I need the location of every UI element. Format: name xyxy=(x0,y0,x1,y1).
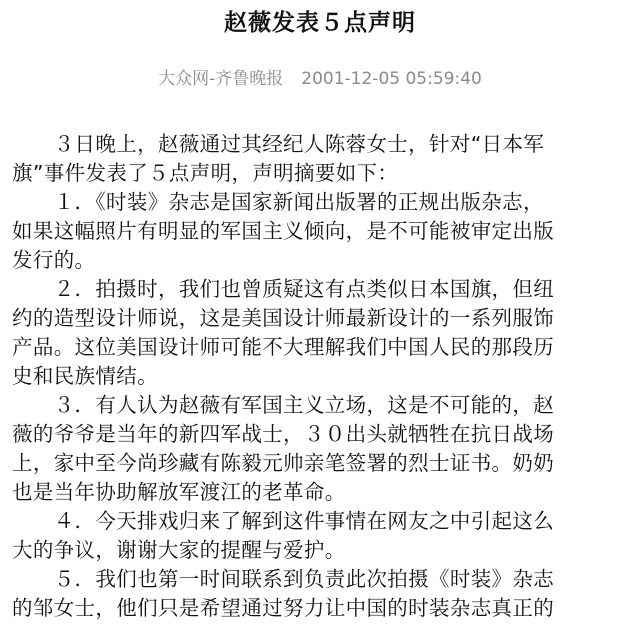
text-line: 如果这幅照片有明显的军国主义倾向，是不可能被审定出版 xyxy=(12,219,555,243)
article-body xyxy=(12,130,638,623)
text-line: 史和民族情结。 xyxy=(12,364,158,388)
article-datetime: 2001-12-05 05:59:40 xyxy=(301,69,482,89)
text-line: ２．拍摄时，我们也曾质疑这有点类似日本国旗，但纽 xyxy=(12,277,555,301)
text-line: 约的造型设计师说，这是美国设计师最新设计的一系列服饰 xyxy=(12,306,555,330)
text-line: ４．今天排戏归来了解到这件事情在网友之中引起这么 xyxy=(12,509,555,533)
article-title: 赵薇发表５点声明 xyxy=(224,10,416,36)
text-line: 产品。这位美国设计师可能不大理解我们中国人民的那段历 xyxy=(12,335,555,359)
text-line: 旗”事件发表了５点声明，声明摘要如下： xyxy=(12,161,399,185)
paragraph-intro xyxy=(12,130,638,188)
text-line: 薇的爷爷是当年的新四军战士，３０出头就牺牲在抗日战场 xyxy=(12,422,555,446)
article-source: 大众网-齐鲁晚报 xyxy=(158,69,284,89)
text-line: 的邹女士，他们只是希望通过努力让中国的时装杂志真正的 xyxy=(12,596,555,620)
paragraph-point-5 xyxy=(12,565,638,623)
text-line: 发行的。 xyxy=(12,248,96,272)
text-line: ３．有人认为赵薇有军国主义立场，这是不可能的，赵 xyxy=(12,393,555,417)
text-line: ５．我们也第一时间联系到负责此次拍摄《时装》杂志 xyxy=(12,567,555,591)
paragraph-point-4 xyxy=(12,507,638,565)
text-line: ３日晚上，赵薇通过其经纪人陈蓉女士，针对“日本军 xyxy=(12,132,545,156)
paragraph-point-3 xyxy=(12,391,638,507)
paragraph-point-1 xyxy=(12,188,638,275)
text-line: 大的争议，谢谢大家的提醒与爱护。 xyxy=(12,538,346,562)
article-meta xyxy=(0,66,640,92)
paragraph-point-2 xyxy=(12,275,638,391)
text-line: 也是当年协助解放军渡江的老革命。 xyxy=(12,480,346,504)
text-line: 上，家中至今尚珍藏有陈毅元帅亲笔签署的烈士证书。奶奶 xyxy=(12,451,555,475)
text-line: １．《时装》杂志是国家新闻出版署的正规出版杂志， xyxy=(12,190,544,214)
